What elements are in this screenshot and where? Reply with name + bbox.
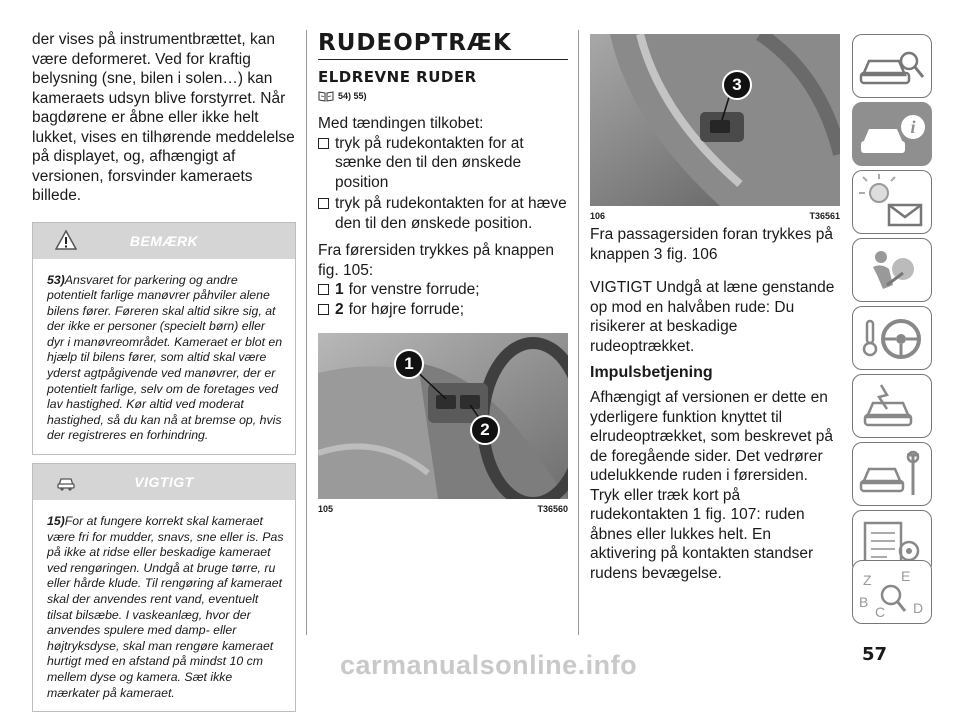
warning-paragraph: VIGTIGT Undgå at læne genstande op mod en halvåben rude: Du risikerer at beskadige rudeoptrækket. — [590, 279, 835, 355]
important-text: For at fungere korrekt skal kameraet være fri for mudder, snavs, sne eller is. Pas på ikke at ridse eller beskadige kameraet ved rengøringen. Undgå at bruge tørre, ru eller hårde klude. Til rengøring af kameraet skal der anvendes rent vand, eventuelt tilsat bilsæbe. I vaskeanlæg, hvor der anvendes spulere med damp- eller højtryksdyse, skal man rengøre kameraet hurtigt med en afstand på mindst 10 cm mellem dyse og kamera. Sæt ikke mærkater på kameraet. — [47, 514, 284, 700]
tab-car-info[interactable] — [852, 102, 932, 166]
note-number: 53) — [47, 272, 65, 287]
tab-service[interactable] — [852, 442, 932, 506]
important-title: VIGTIGT — [134, 474, 194, 491]
figure-105-photo — [318, 333, 568, 499]
alphabetical-index-icon — [853, 561, 933, 625]
impulse-paragraph: Afhængigt af versionen er dette en yderligere funktion knyttet til elrudeoptrækket, som beskrevet på de foregående sider. Det vedrører udelukkende ruden i førersiden. Tryk eller træk kort på rudekontakten 1 fig. 107: ruden åbnes eller lukkes helt. En aktivering på kontakten standser rudens bevægelse. — [590, 389, 833, 582]
note-header — [33, 223, 295, 259]
tab-emergency[interactable] — [852, 374, 932, 438]
book-reference-icon — [318, 90, 334, 102]
checkbox-bullet-icon — [318, 304, 329, 315]
svg-text:D: D — [913, 600, 924, 616]
section-subtitle: ELDREVNE RUDER — [318, 68, 477, 86]
item-number: 1 — [335, 281, 344, 298]
car-emergency-icon — [853, 375, 933, 439]
callout-3: 3 — [722, 70, 752, 100]
passenger-door-photo — [590, 34, 840, 206]
passenger-side-paragraph: Fra passagersiden foran trykkes på knappen 3 fig. 106 — [590, 226, 833, 263]
driver-side-paragraph: Fra førersiden trykkes på knappen fig. 105: — [318, 242, 555, 279]
important-number: 15) — [47, 514, 65, 529]
bullet-text: tryk på rudekontakten for at sænke den til den ønskede position — [335, 134, 524, 191]
bullet-text: for venstre forrude; — [348, 281, 480, 298]
note-text: Ansvaret for parkering og andre potentielt farlige manøvrer påhviler alene bilens fører. Føreren skal altid sikre sig, at der ikke er personer (specielt børn) eller dyr i manøvreområdet. Kameraet er blot en hjælp til bilens fører, som altid skal være yderst agtpågivende ved manøvrer, der er potentielt farlige, selv om de foretages ved lav hastighed. Kør altid ved moderat hastighed, så du kan nå at bremse op, hvis der registreres en forhindring. — [47, 272, 283, 443]
door-panel-photo — [318, 333, 568, 499]
bullet-text: for højre forrude; — [348, 300, 465, 318]
column-middle — [318, 30, 568, 514]
watermark: carmanualsonline.info — [340, 650, 638, 680]
reference-numbers: 54) 55) — [338, 91, 367, 101]
callout-2: 2 — [470, 415, 500, 445]
checkbox-bullet-icon — [318, 198, 329, 209]
figure-caption — [590, 211, 840, 221]
column-right — [590, 30, 840, 593]
column-left — [32, 30, 296, 712]
svg-text:B: B — [859, 594, 869, 610]
bullet-item — [318, 300, 568, 320]
key-steering-wheel-icon — [853, 307, 933, 371]
reference-row — [318, 90, 568, 102]
important-box — [32, 463, 296, 712]
intro-paragraph: der vises på instrumentbrættet, kan være deformeret. Ved for kraftig belysning (sne, bilen i solen…) kan kameraets udsyn blive forstyrret. Når bagdørene er åbne eller ikke helt lukket, vises en tilhørende meddelelse på displayet, og, afhængigt af versionen, forsvinder kameraets billede. — [32, 31, 295, 204]
tab-index[interactable] — [852, 560, 932, 624]
important-header — [33, 464, 295, 500]
svg-text:i: i — [910, 117, 916, 137]
svg-text:Z: Z — [863, 572, 872, 588]
section-title: RUDEOPTRÆK — [318, 30, 568, 60]
svg-text:C: C — [875, 604, 886, 620]
figure-code: T36560 — [537, 504, 568, 514]
figure-number: 105 — [318, 504, 334, 514]
car-search-icon — [853, 35, 933, 99]
callout-1: 1 — [394, 349, 424, 379]
figure-number: 106 — [590, 211, 606, 221]
figure-code: T36561 — [809, 211, 840, 221]
bullet-text: tryk på rudekontakten for at hæve den til den ønskede position. — [335, 195, 567, 232]
item-number: 2 — [335, 300, 344, 318]
warning-lights-message-icon — [853, 171, 933, 235]
figure-106-photo — [590, 34, 840, 206]
figure-caption — [318, 504, 568, 514]
checkbox-bullet-icon — [318, 284, 329, 295]
note-title: BEMÆRK — [129, 232, 199, 249]
tab-warning-lights[interactable] — [852, 170, 932, 234]
impulse-heading: Impulsbetjening — [590, 364, 713, 381]
lead-text: Med tændingen tilkobet: — [318, 115, 484, 132]
car-service-icon — [853, 443, 933, 507]
important-body — [33, 500, 295, 711]
tab-car-search[interactable] — [852, 34, 932, 98]
note-box — [32, 222, 296, 456]
airbag-safety-icon — [853, 239, 933, 303]
note-body — [33, 259, 295, 455]
bullet-item — [318, 194, 568, 233]
bullet-item — [318, 280, 568, 300]
tab-starting-driving[interactable] — [852, 306, 932, 370]
column-divider — [306, 30, 307, 635]
tab-safety[interactable] — [852, 238, 932, 302]
column-divider — [578, 30, 579, 635]
page-number: 57 — [862, 644, 888, 665]
bullet-item — [318, 134, 568, 193]
checkbox-bullet-icon — [318, 138, 329, 149]
car-info-icon — [853, 103, 933, 167]
svg-text:E: E — [901, 568, 911, 584]
